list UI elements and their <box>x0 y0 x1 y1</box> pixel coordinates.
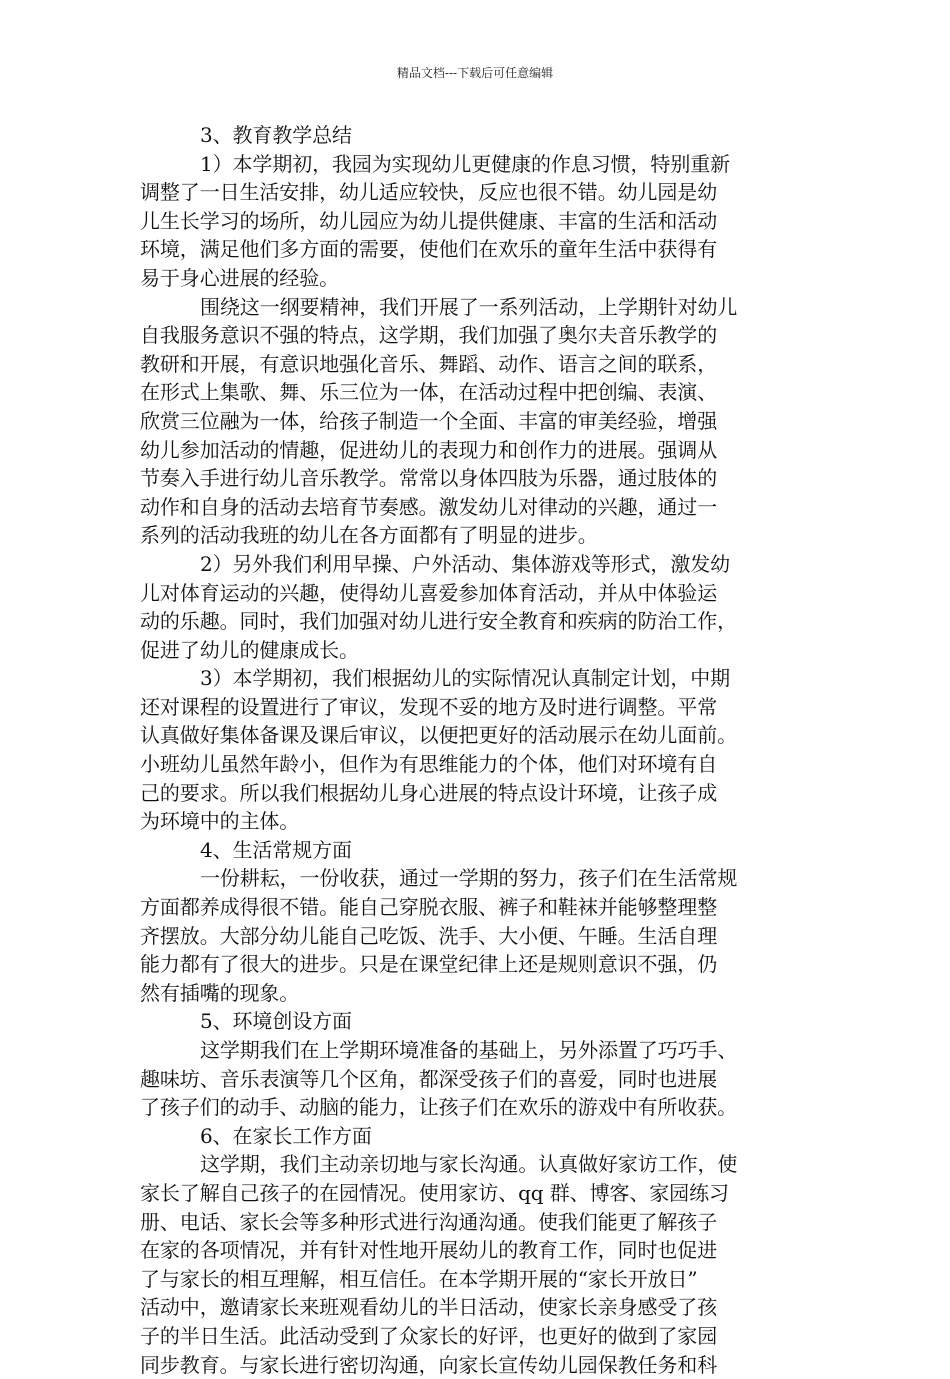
text-line: 系列的活动我班的幼儿在各方面都有了明显的进步。 <box>140 523 598 548</box>
text-line: 为环境中的主体。 <box>140 809 300 834</box>
text-line: 在家的各项情况，并有针对性地开展幼儿的教育工作，同时也促进 <box>140 1238 718 1263</box>
text-line: 能力都有了很大的进步。只是在课堂纪律上还是规则意识不强，仍 <box>140 952 718 977</box>
text-line: 了与家长的相互理解，相互信任。在本学期开展的“家长开放日” <box>140 1266 698 1291</box>
text-line: 6、在家长工作方面 <box>200 1123 372 1148</box>
text-line: 动的乐趣。同时，我们加强对幼儿进行安全教育和疾病的防治工作， <box>140 609 737 634</box>
text-line: 认真做好集体备课及课后审议，以便把更好的活动展示在幼儿面前。 <box>140 723 737 748</box>
text-line: 4、生活常规方面 <box>200 837 352 862</box>
text-line: 围绕这一纲要精神，我们开展了一系列活动，上学期针对幼儿 <box>200 294 738 319</box>
text-line: 然有插嘴的现象。 <box>140 980 300 1005</box>
text-line: 方面都养成得很不错。能自己穿脱衣服、裤子和鞋袜并能够整理整 <box>140 895 718 920</box>
text-line: 5、环境创设方面 <box>200 1009 352 1034</box>
text-line: 家长了解自己孩子的在园情况。使用家访、qq 群、博客、家园练习 <box>140 1180 729 1205</box>
text-line: 促进了幼儿的健康成长。 <box>140 637 359 662</box>
text-line: 己的要求。所以我们根据幼儿身心进展的特点设计环境，让孩子成 <box>140 780 718 805</box>
text-line: 儿对体育运动的兴趣，使得幼儿喜爱参加体育活动，并从中体验运 <box>140 580 718 605</box>
text-line: 幼儿参加活动的情趣，促进幼儿的表现力和创作力的进展。强调从 <box>140 437 718 462</box>
text-line: 1）本学期初，我园为实现幼儿更健康的作息习惯，特别重新 <box>200 151 731 176</box>
page-header: 精品文档---下载后可任意编辑 <box>396 66 554 80</box>
text-line: 趣味坊、音乐表演等几个区角，都深受孩子们的喜爱，同时也进展 <box>140 1066 718 1091</box>
text-line: 易于身心进展的经验。 <box>140 265 339 290</box>
text-line: 齐摆放。大部分幼儿能自己吃饭、洗手、大小便、午睡。生活自理 <box>140 923 718 948</box>
text-line: 一份耕耘，一份收获，通过一学期的努力，孩子们在生活常规 <box>200 866 738 891</box>
text-line: 这学期，我们主动亲切地与家长沟通。认真做好家访工作，使 <box>200 1152 738 1177</box>
text-line: 活动中，邀请家长来班观看幼儿的半日活动，使家长亲身感受了孩 <box>140 1295 718 1320</box>
text-line: 环境，满足他们多方面的需要，使他们在欢乐的童年生活中获得有 <box>140 237 718 262</box>
text-line: 3）本学期初，我们根据幼儿的实际情况认真制定计划，中期 <box>200 666 731 691</box>
text-line: 调整了一日生活安排，幼儿适应较快，反应也很不错。幼儿园是幼 <box>140 180 718 205</box>
text-line: 了孩子们的动手、动脑的能力，让孩子们在欢乐的游戏中有所收获。 <box>140 1095 737 1120</box>
text-line: 动作和自身的活动去培育节奏感。激发幼儿对律动的兴趣，通过一 <box>140 494 718 519</box>
text-line: 这学期我们在上学期环境准备的基础上，另外添置了巧巧手、 <box>200 1038 738 1062</box>
text-line: 在形式上集歌、舞、乐三位为一体，在活动过程中把创编、表演、 <box>140 380 718 405</box>
text-line: 子的半日生活。此活动受到了众家长的好评，也更好的做到了家园 <box>140 1323 718 1348</box>
text-line: 小班幼儿虽然年龄小，但作为有思维能力的个体，他们对环境有自 <box>140 752 718 777</box>
text-line: 教研和开展，有意识地强化音乐、舞蹈、动作、语言之间的联系， <box>140 351 718 376</box>
text-line: 儿生长学习的场所，幼儿园应为幼儿提供健康、丰富的生活和活动 <box>140 208 718 233</box>
text-line: 自我服务意识不强的特点，这学期，我们加强了奥尔夫音乐教学的 <box>140 323 718 348</box>
text-line: 册、电话、家长会等多种形式进行沟通沟通。使我们能更了解孩子 <box>140 1209 718 1234</box>
text-line: 欣赏三位融为一体，给孩子制造一个全面、丰富的审美经验，增强 <box>140 408 718 433</box>
text-line: 还对课程的设置进行了审议，发现不妥的地方及时进行调整。平常 <box>140 694 718 719</box>
text-line: 同步教育。与家长进行密切沟通，向家长宣传幼儿园保教任务和科 <box>140 1352 718 1377</box>
text-line: 2）另外我们利用早操、户外活动、集体游戏等形式，激发幼 <box>200 551 731 576</box>
document-body <box>140 121 820 1379</box>
text-line: 节奏入手进行幼儿音乐教学。常常以身体四肢为乐器，通过肢体的 <box>140 466 718 491</box>
text-line: 3、教育教学总结 <box>200 123 352 147</box>
